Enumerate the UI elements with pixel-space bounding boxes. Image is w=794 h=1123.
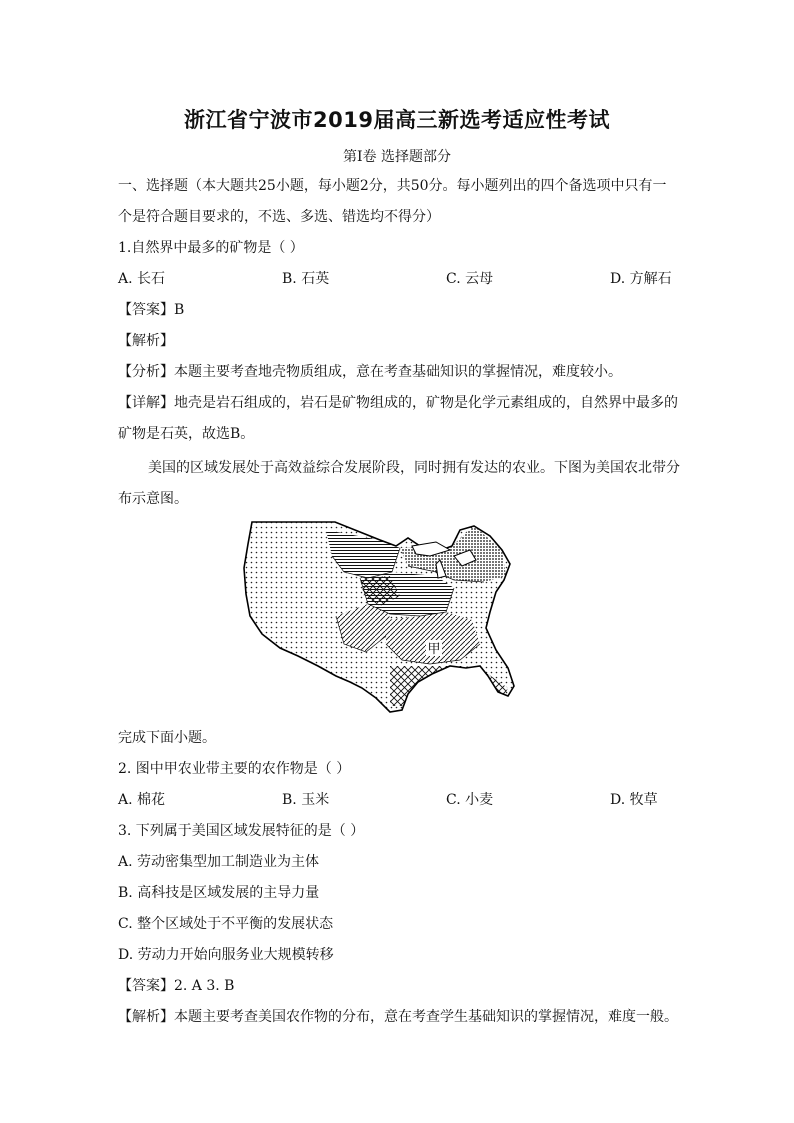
map-label-jia: 甲 — [427, 642, 441, 657]
q3-option-d: D. 劳动力开始向服务业大规模转移 — [118, 947, 334, 963]
q3-option-a: A. 劳动密集型加工制造业为主体 — [118, 854, 320, 870]
q2-option-b: B. 玉米 — [282, 792, 330, 808]
question-2-stem: 2. 图中甲农业带主要的农作物是（ ） — [118, 761, 351, 777]
q2-option-c: C. 小麦 — [446, 792, 494, 808]
page-title: 浙江省宁波市2019届高三新选考适应性考试 — [184, 108, 610, 132]
passage-line-2: 布示意图。 — [118, 491, 188, 507]
us-agriculture-belt-map — [240, 516, 526, 716]
q2-option-a: A. 棉花 — [118, 792, 166, 808]
instructions-line-1: 一、选择题（本大题共25小题，每小题2分，共50分。每小题列出的四个备选项中只有一 — [118, 178, 667, 194]
passage-line-1: 美国的区域发展处于高效益综合发展阶段，同时拥有发达的农业。下图为美国农北带分 — [148, 460, 680, 476]
passage-prompt: 完成下面小题。 — [118, 730, 216, 746]
instructions-line-2: 个是符合题目要求的，不选、多选、错选均不得分） — [118, 209, 440, 225]
q1-analysis-heading: 【解析】 — [118, 333, 174, 349]
q2-option-d: D. 牧草 — [610, 792, 658, 808]
q2-q3-answer: 【答案】2. A 3. B — [118, 978, 235, 994]
section-subtitle: 第Ⅰ卷 选择题部分 — [343, 149, 451, 165]
q1-detail-line-2: 矿物是石英，故选B。 — [118, 426, 255, 442]
q3-option-b: B. 高科技是区域发展的主导力量 — [118, 885, 320, 901]
q2-q3-analysis: 【解析】本题主要考查美国农作物的分布，意在考查学生基础知识的掌握情况，难度一般。 — [118, 1009, 678, 1025]
q1-option-c: C. 云母 — [446, 271, 494, 287]
q1-option-d: D. 方解石 — [610, 271, 672, 287]
q1-answer: 【答案】B — [118, 302, 185, 318]
q1-option-a: A. 长石 — [118, 271, 166, 287]
q1-detail-line-1: 【详解】地壳是岩石组成的，岩石是矿物组成的，矿物是化学元素组成的，自然界中最多的 — [118, 395, 678, 411]
question-1-stem: 1.自然界中最多的矿物是（ ） — [118, 240, 304, 256]
question-3-stem: 3. 下列属于美国区域发展特征的是（ ） — [118, 823, 365, 839]
q3-option-c: C. 整个区域处于不平衡的发展状态 — [118, 916, 334, 932]
q1-analysis: 【分析】本题主要考查地壳物质组成，意在考查基础知识的掌握情况，难度较小。 — [118, 364, 622, 380]
q1-option-b: B. 石英 — [282, 271, 330, 287]
